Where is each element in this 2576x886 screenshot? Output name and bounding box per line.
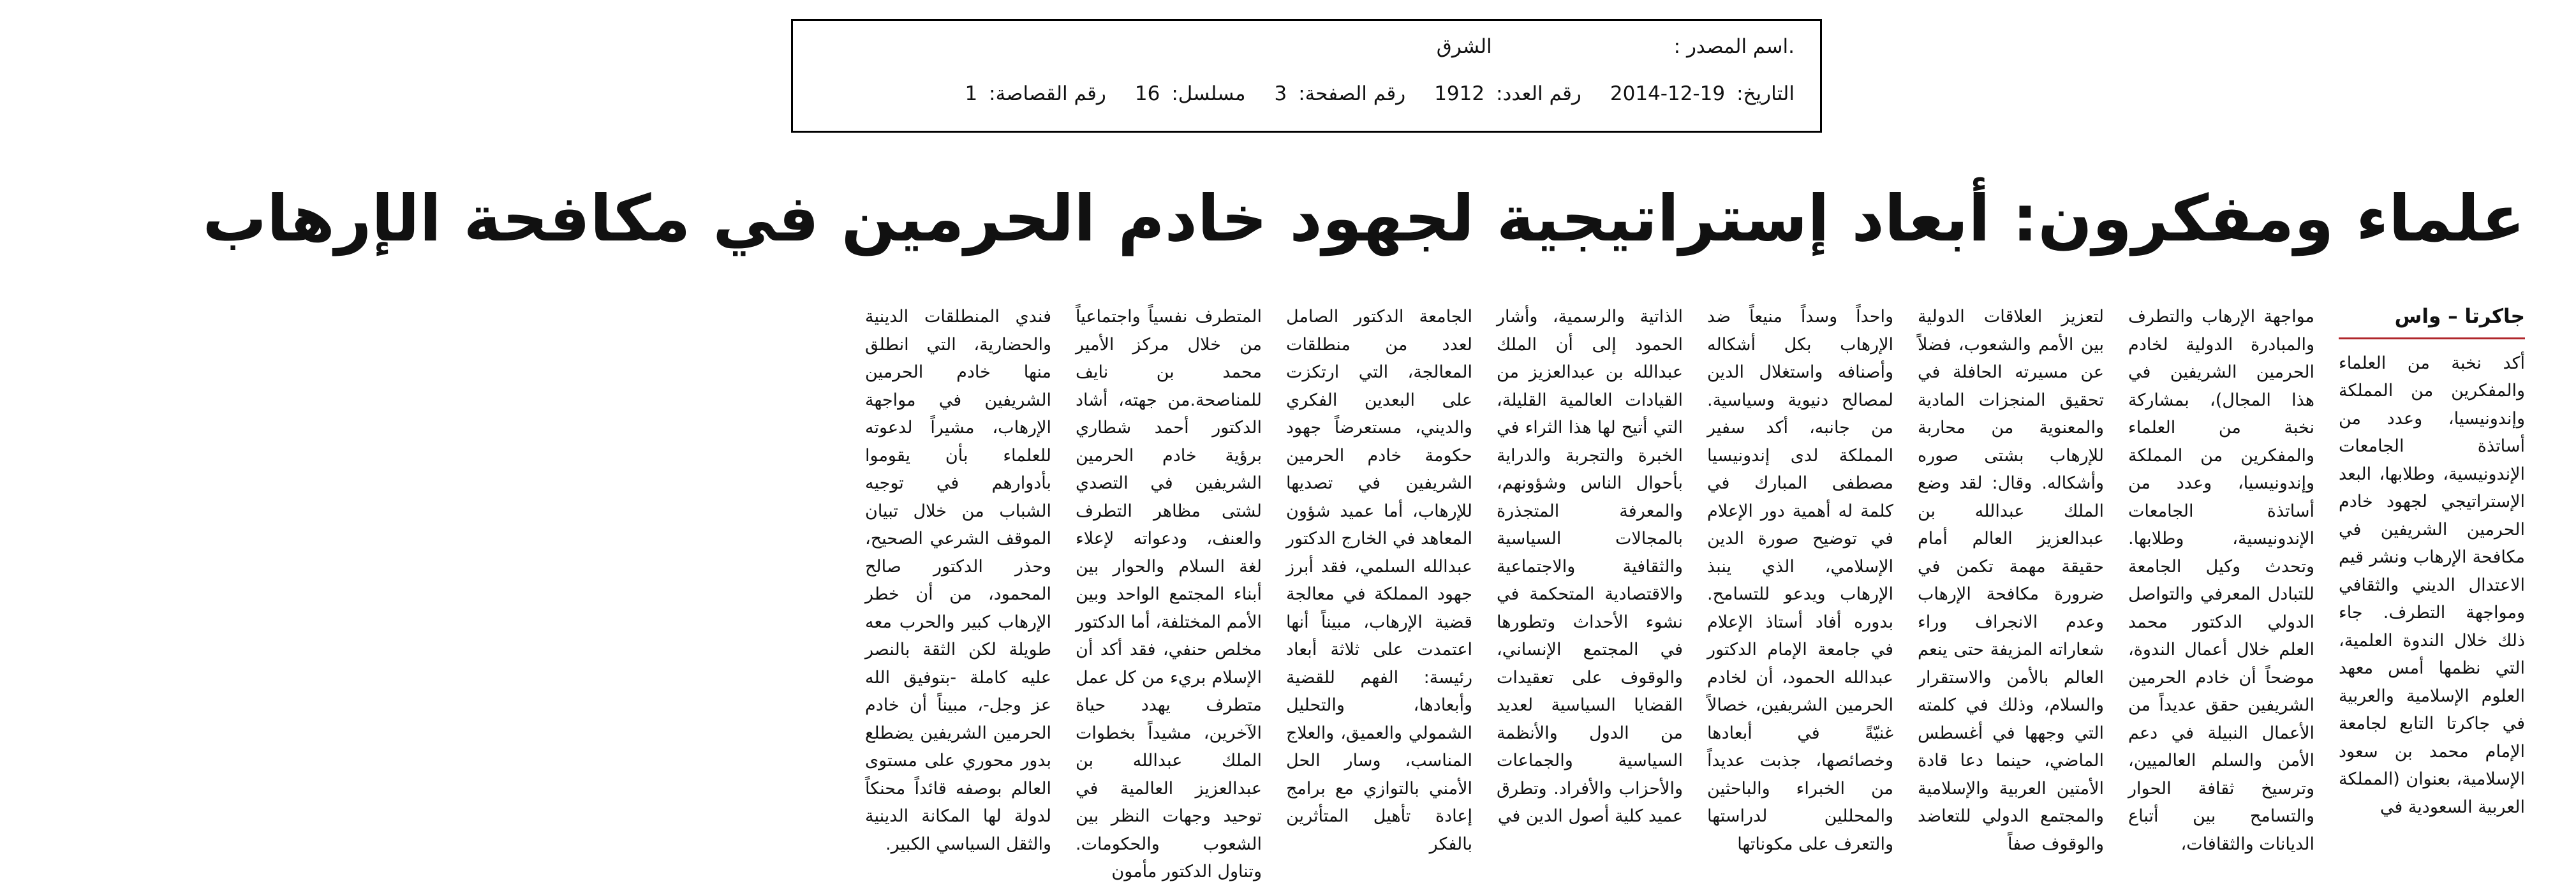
- article-column-3: [1918, 303, 2104, 854]
- column-text: أكد نخبة من العلماء والمفكرين من المملكة وإندونيسيا، وعدد من أساتذة الجامعات الإندونيسية، وطلابها، البعد الإستراتيجي لجهود خادم الحرمين الشريفين في مكافحة الإرهاب ونشر قيم الاعتدال الديني والثقافي ومواجهة التطرف. جاء ذلك خلال الندوة العلمية، التي نظمها أمس معهد العلوم الإسلامية والعربية في جاكرتا التابع لجامعة الإمام محمد بن سعود الإسلامية، بعنوان (المملكة العربية السعودية في: [2339, 353, 2525, 817]
- column-text: واحداً وسداً منيعاً ضد الإرهاب بكل أشكاله وأصنافه واستغلال الدين لمصالح دنيوية وسياسية. من جانبه، أكد سفير المملكة لدى إندونيسيا مصطفى المبارك في كلمة له أهمية دور الإعلام في توضيح صورة الدين الإسلامي، الذي ينبذ الإرهاب ويدعو للتسامح. بدوره أفاد أستاذ الإعلام في جامعة الإمام الدكتور عبدالله الحمود، أن لخادم الحرمين الشريفين، خصالاً غنيّةً في أبعادها وخصائصها، جذبت عديداً من الخبراء والباحثين والمحللين لدراستها والتعرف على مكوناتها: [1707, 307, 1893, 854]
- column-text: الجامعة الدكتور الصامل لعدد من منطلقات المعالجة، التي ارتكزت على البعدين الفكري والديني، مستعرضاً جهود حكومة خادم الحرمين الشريفين في تصديها للإرهاب، أما عميد شؤون المعاهد في الخارج الدكتور عبدالله السلمي، فقد أبرز جهود المملكة في معالجة قضية الإرهاب، مبيناً أنها اعتمدت على ثلاثة أبعاد رئيسة: الفهم للقضية وأبعادها، والتحليل الشمولي والعميق، والعلاج المناسب، وسار الحل الأمني بالتوازي مع برامج إعادة تأهيل المتأثرين بالفكر: [1286, 307, 1472, 854]
- source-line: [1437, 35, 1795, 58]
- serial-value: 16: [1134, 82, 1160, 105]
- article-column-6: [1286, 303, 1472, 854]
- source-value: الشرق: [1436, 35, 1492, 58]
- column-text: مواجهة الإرهاب والتطرف والمبادرة الدولية لخادم الحرمين الشريفين في هذا المجال)، بمشاركة نخبة من العلماء والمفكرين من المملكة وإندونيسيا، وعدد من أساتذة الجامعات الإندونيسية، وطلابها. وتحدث وكيل الجامعة للتبادل المعرفي والتواصل الدولي الدكتور محمد العلم خلال أعمال الندوة، موضحاً أن خادم الحرمين الشريفين حقق عديداً من الأعمال النبيلة في دعم الأمن والسلم العالميين، وترسيخ ثقافة الحوار والتسامح بين أتباع الديانات والثقافات،: [2128, 307, 2314, 854]
- byline: جاكرتا – واس: [2339, 303, 2525, 339]
- column-text: لتعزيز العلاقات الدولية بين الأمم والشعوب، فضلاً عن مسيرته الحافلة في تحقيق المنجزات المادية والمعنوية من محاربة للإرهاب بشتى صوره وأشكاله. وقال: لقد وضع الملك عبدالله بن عبدالعزيز العالم أمام حقيقة مهمة تكمن في ضرورة مكافحة الإرهاب وعدم الانجراف وراء شعاراته المزيفة حتى ينعم العالم بالأمن والاستقرار والسلام، وذلك في كلمته التي وجهها في أغسطس الماضي، حينما دعا قادة الأمتين العربية والإسلامية والمجتمع الدولي للتعاضد والوقوف صفاً: [1918, 307, 2104, 854]
- page-value: 3: [1274, 82, 1287, 105]
- issue-field: [1434, 82, 1581, 105]
- article-column-7: [1076, 303, 1262, 882]
- page-label: رقم الصفحة:: [1298, 82, 1406, 105]
- article-column-8: [865, 303, 1051, 854]
- article-headline: علماء ومفكرون: أبعاد إستراتيجية لجهود خادم الحرمين في مكافحة الإرهاب: [202, 181, 2525, 256]
- column-text: الذاتية والرسمية، وأشار الحمود إلى أن الملك عبدالله بن عبدالعزيز من القيادات العالمية القليلة، التي أتيح لها هذا الثراء في الخبرة والتجربة والدراية بأحوال الناس وشؤونهم، والمعرفة المتجذرة بالمجالات السياسية والثقافية والاجتماعية والاقتصادية المتحكمة في نشوء الأحداث وتطورها في المجتمع الإنساني، والوقوف على تعقيدات القضايا السياسية لعديد من الدول والأنظمة السياسية والجماعات والأحزاب والأفراد. وتطرق عميد كلية أصول الدين في: [1497, 307, 1683, 826]
- issue-value: 1912: [1434, 82, 1485, 105]
- clip-value: 1: [965, 82, 978, 105]
- clip-field: [965, 82, 1106, 105]
- article-column-1: [2339, 303, 2525, 827]
- column-text: فندي المنطلقات الدينية والحضارية، التي انطلق منها خادم الحرمين الشريفين في مواجهة الإرهاب، مشيراً لدعوته للعلماء بأن يقوموا بأدوارهم في توجيه الشباب من خلال تبيان الموقف الشرعي الصحيح، وحذر الدكتور صالح المحمود، من أن خطر الإرهاب كبير والحرب معه طويلة لكن الثقة بالنصر عليه كاملة -بتوفيق الله عز وجل-، مبيناً أن خادم الحرمين الشريفين يضطلع بدور محوري على مستوى العالم بوصفه قائداً محنكاً لدولة لها المكانة الدينية والثقل السياسي الكبير.: [865, 307, 1051, 854]
- serial-label: مسلسل:: [1171, 82, 1246, 105]
- page-field: [1274, 82, 1405, 105]
- article-column-5: [1497, 303, 1683, 827]
- article-column-4: [1707, 303, 1893, 854]
- metadata-line: [936, 82, 1795, 105]
- issue-label: رقم العدد:: [1496, 82, 1581, 105]
- column-text: المتطرف نفسياً واجتماعياً من خلال مركز الأمير محمد بن نايف للمناصحة.من جهته، أشاد الدكتور أحمد شطاري برؤية خادم الحرمين الشريفين في التصدي لشتى مظاهر التطرف والعنف، ودعواته لإعلاء لغة السلام والحوار بين أبناء المجتمع الواحد وبين الأمم المختلفة، أما الدكتور مخلص حنفي، فقد أكد أن الإسلام بريء من كل عمل متطرف يهدد حياة الآخرين، مشيداً بخطوات الملك عبدالله بن عبدالعزيز العالمية في توحيد وجهات النظر بين الشعوب والحكومات. وتناول الدكتور مأمون: [1076, 307, 1262, 882]
- clip-label: رقم القصاصة:: [989, 82, 1106, 105]
- serial-field: [1135, 82, 1246, 105]
- clipping-header-box: [791, 19, 1822, 133]
- date-field: [1610, 82, 1795, 105]
- article-body: [75, 303, 2525, 882]
- date-value: 2014-12-19: [1610, 82, 1726, 105]
- source-label: .اسم المصدر :: [1673, 35, 1795, 58]
- date-label: التاريخ:: [1736, 82, 1795, 105]
- article-column-2: [2128, 303, 2314, 854]
